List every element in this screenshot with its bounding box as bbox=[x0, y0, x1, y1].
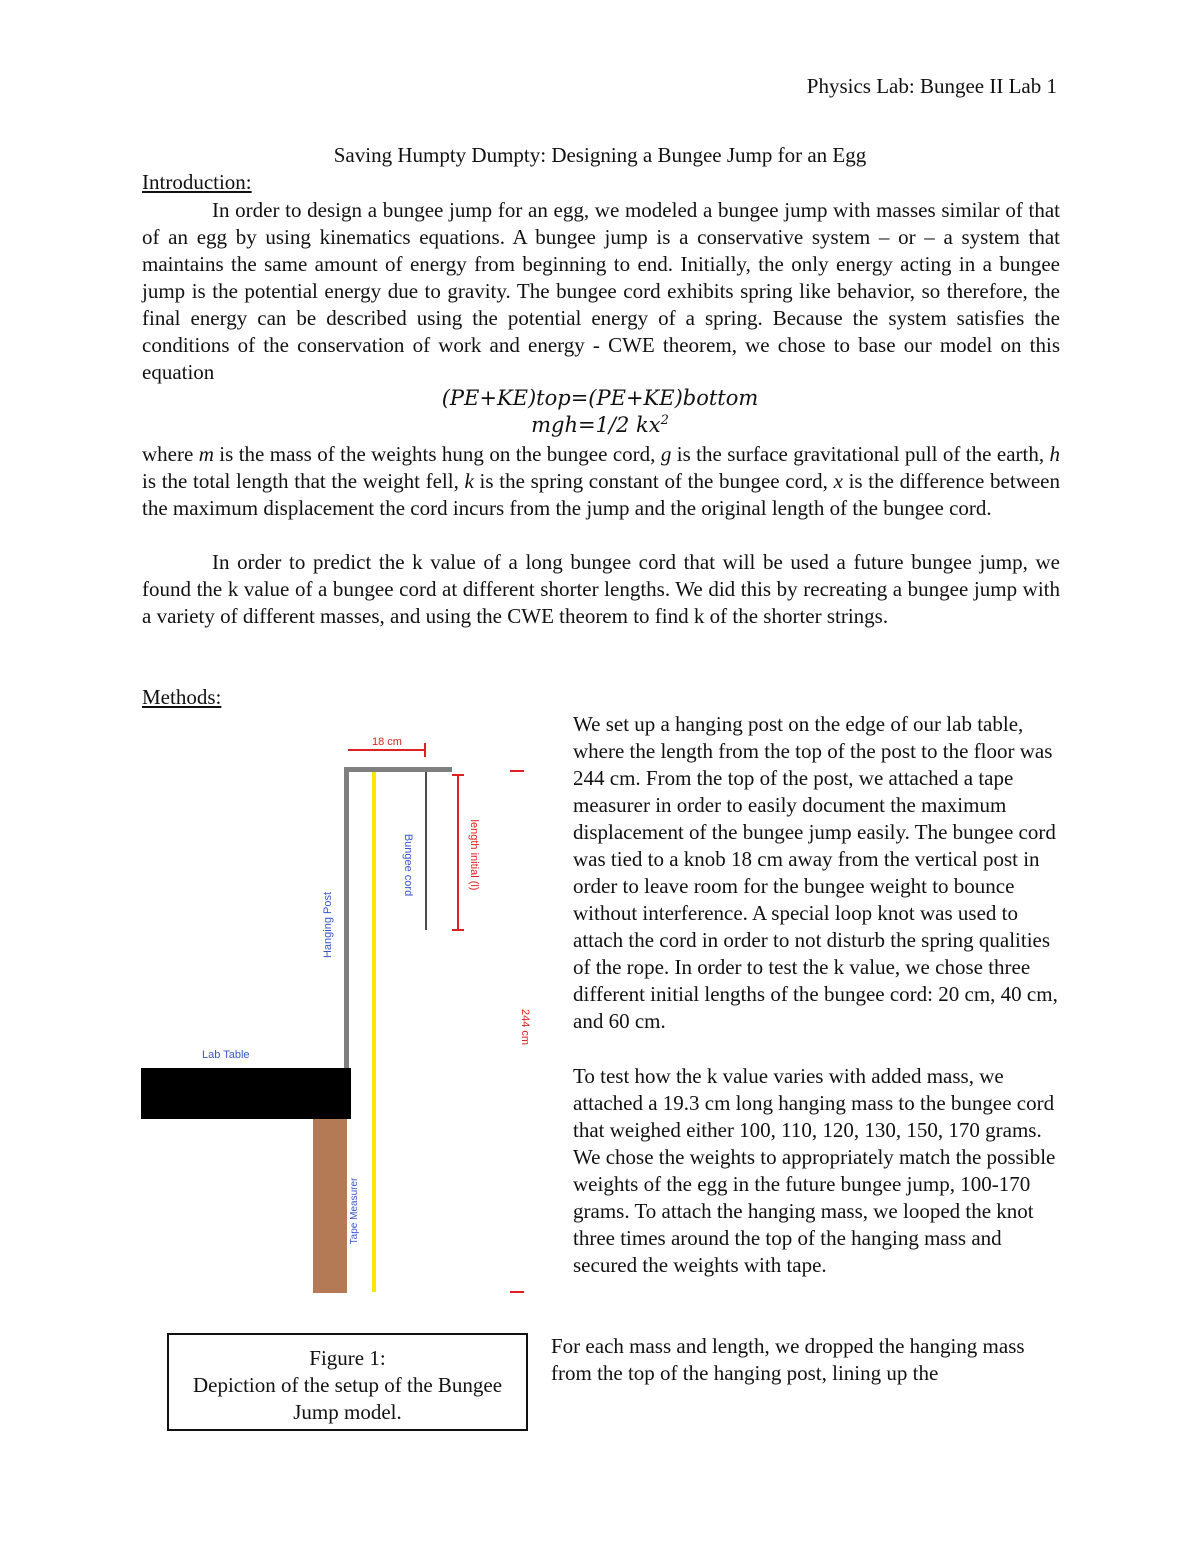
bungee-cord-label: Bungee cord bbox=[402, 833, 414, 897]
methods-paragraph-1: We set up a hanging post on the edge of our lab table, where the length from the top of the post to the floor was 244 cm. From the top of the post, we attached a tape measurer in order to easily document the maximum displacement of the bungee jump easily. The bungee cord was tied to a knob 18 cm away from the vertical post in order to leave room for the bungee weight to bounce without interference. A special loop knot was used to attach the cord in order to not disturb the spring qualities of the rope. In order to test the k value, we chose three different initial lengths of the bungee cord: 20 cm, 40 cm, and 60 cm. bbox=[573, 712, 1058, 1033]
hanging-post-label: Hanging Post bbox=[322, 891, 334, 959]
tape-measurer-label: Tape Measurer bbox=[349, 1177, 360, 1245]
intro-paragraph-2 bbox=[142, 441, 1060, 522]
post-arm bbox=[344, 767, 452, 772]
lab-table bbox=[141, 1068, 351, 1119]
length-initial-label: length initial (l) bbox=[468, 819, 480, 891]
arm-width-label: 18 cm bbox=[372, 736, 402, 748]
document-title: Saving Humpty Dumpty: Designing a Bungee Jump for an Egg bbox=[333, 143, 867, 167]
para2-text: where bbox=[142, 442, 199, 466]
para2-text: is the difference between the maximum displacement the cord incurs from the jump and the original length of the bungee cord. bbox=[142, 469, 1061, 520]
var-x: x bbox=[833, 469, 843, 493]
intro-paragraph-1-text: In order to design a bungee jump for an egg, we modeled a bungee jump with masses similar of that of an egg by using kinematics equations. A bungee jump is a conservative system – or – a system that maintains the same amount of energy from beginning to end. Initially, the only energy acting in a bungee jump is the potential energy due to gravity. The bungee cord exhibits spring like behavior, so therefore, the final energy can be described using the potential energy of a spring. Because the system satisfies the conditions of the conservation of work and energy - CWE theorem, we chose to base our model on this equation bbox=[142, 198, 1060, 384]
para2-text: is the mass of the weights hung on the bungee cord, bbox=[213, 442, 661, 466]
intro-paragraph-1 bbox=[142, 197, 1060, 386]
equation-spring bbox=[0, 413, 1200, 437]
para2-text: is the surface gravitational pull of the earth, bbox=[671, 442, 1050, 466]
intro-paragraph-3-text: In order to predict the k value of a long bungee cord that will be used a future bungee jump, we found the k value of a bungee cord at different shorter lengths. We did this by recreating a bungee jump with a variety of different masses, and using the CWE theorem to find k of the shorter strings. bbox=[142, 550, 1060, 628]
table-leg bbox=[313, 1119, 347, 1293]
var-k: k bbox=[464, 469, 474, 493]
bungee-setup-diagram bbox=[140, 725, 540, 1310]
hanging-post bbox=[344, 767, 349, 1069]
page-header: Physics Lab: Bungee II Lab 1 bbox=[806, 74, 1057, 98]
lab-table-label: Lab Table bbox=[202, 1049, 250, 1061]
intro-paragraph-3 bbox=[142, 549, 1060, 630]
height-label: 244 cm bbox=[519, 1008, 531, 1046]
var-h: h bbox=[1049, 442, 1060, 466]
introduction-heading: Introduction: bbox=[142, 170, 252, 194]
figure-caption bbox=[167, 1333, 528, 1431]
methods-paragraph-3: For each mass and length, we dropped the hanging mass from the top of the hanging post, lining up the bbox=[551, 1334, 1025, 1385]
equation-spring-exponent: 2 bbox=[660, 413, 669, 428]
para2-text: is the total length that the weight fell, bbox=[142, 469, 465, 493]
var-m: m bbox=[198, 442, 214, 466]
figure-caption-text: Depiction of the setup of the Bungee Jump model. bbox=[192, 1373, 503, 1424]
methods-paragraph-2: To test how the k value varies with added mass, we attached a 19.3 cm long hanging mass to the bungee cord that weighed either 100, 110, 120, 130, 150, 170 grams. We chose the weights to appropriately match the possible weights of the egg in the future bungee jump, 100-170 grams. To attach the hanging mass, we looped the knot three times around the top of the hanging mass and secured the weights with tape. bbox=[573, 1064, 1056, 1277]
figure-caption-title: Figure 1: bbox=[309, 1346, 386, 1370]
methods-heading: Methods: bbox=[142, 685, 222, 709]
equation-spring-main: mgh=1/2 kx bbox=[531, 413, 661, 437]
equation-energy: (PE+KE)top=(PE+KE)bottom bbox=[441, 386, 759, 410]
para2-text: is the spring constant of the bungee cord, bbox=[473, 469, 834, 493]
var-g: g bbox=[660, 442, 672, 466]
tape-measurer bbox=[372, 772, 376, 1292]
